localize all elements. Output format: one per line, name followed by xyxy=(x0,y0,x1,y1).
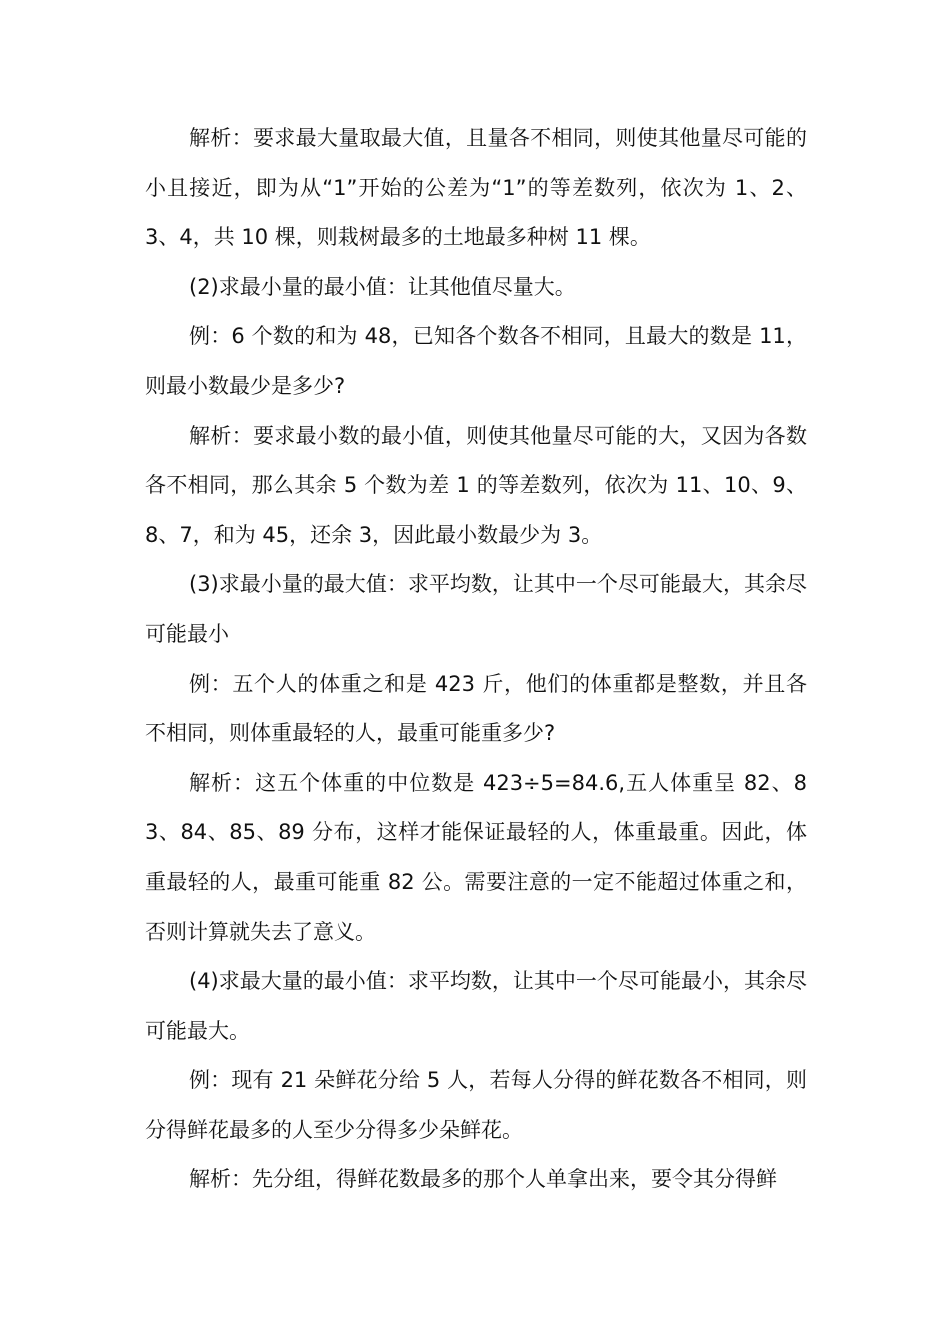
paragraph-analysis-2: 解析：要求最小数的最小值，则使其他量尽可能的大，又因为各数各不相同，那么其余 5 个数为差 1 的等差数列，依次为 11、10、9、8、7，和为 45，还余 3，因此最小数最少为 3。 xyxy=(145,423,807,547)
paragraph-heading-4: (4)求最大量的最小值：求平均数，让其中一个尽可能最小，其余尽可能最大。 xyxy=(145,969,807,1043)
paragraph-example-4: 例：现有 21 朵鲜花分给 5 人，若每人分得的鲜花数各不相同，则分得鲜花最多的人至少分得多少朵鲜花。 xyxy=(145,1068,807,1142)
paragraph-heading-3: (3)求最小量的最大值：求平均数，让其中一个尽可能最大，其余尽可能最小 xyxy=(145,572,807,646)
paragraph-heading-2: (2)求最小量的最小值：让其他值尽量大。 xyxy=(189,274,576,299)
document-body xyxy=(145,114,807,1205)
paragraph-analysis-3: 解析：这五个体重的中位数是 423÷5=84.6,五人体重呈 82、83、84、85、89 分布，这样才能保证最轻的人，体重最重。因此，体重最轻的人，最重可能重 82 公。需要注意的一定不能超过体重之和，否则计算就失去了意义。 xyxy=(145,770,807,944)
paragraph-analysis-1: 解析：要求最大量取最大值，且量各不相同，则使其他量尽可能的小且接近，即为从“1”开始的公差为“1”的等差数列，依次为 1、2、3、4，共 10 棵，则栽树最多的土地最多种树 11 棵。 xyxy=(145,126,807,250)
paragraph-example-3: 例：五个人的体重之和是 423 斤，他们的体重都是整数，并且各不相同，则体重最轻的人，最重可能重多少? xyxy=(145,671,807,746)
paragraph-example-2: 例：6 个数的和为 48，已知各个数各不相同，且最大的数是 11，则最小数最少是多少? xyxy=(145,324,807,398)
paragraph-analysis-4: 解析：先分组，得鲜花数最多的那个人单拿出来，要令其分得鲜 xyxy=(189,1167,777,1192)
